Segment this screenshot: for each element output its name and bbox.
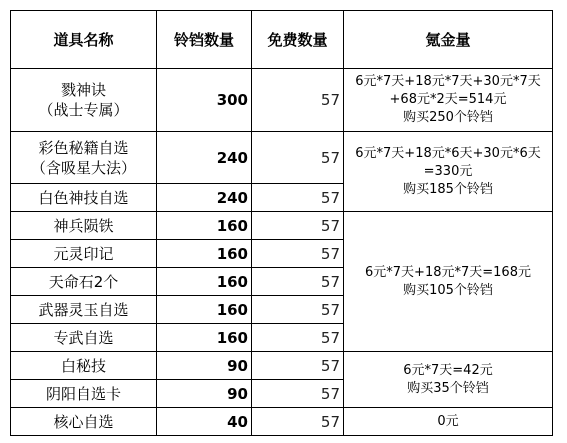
bell-quantity: 160 [157,240,252,268]
spending-cell [344,352,553,408]
table-row [11,69,553,132]
item-name [11,69,157,132]
spending-cell [344,408,553,436]
item-name: 白色神技自选 [11,184,157,212]
table-row [11,352,553,380]
free-quantity: 57 [252,240,344,268]
spending-line: 购买250个铃铛 [403,110,493,125]
bell-quantity: 40 [157,408,252,436]
spending-cell [344,212,553,352]
table-row [11,212,553,240]
item-name: 武器灵玉自选 [11,296,157,324]
item-name: 阴阳自选卡 [11,380,157,408]
item-name-line: 彩色秘籍自选 [38,138,129,157]
spending-cell [344,132,553,212]
bell-quantity: 240 [157,184,252,212]
item-name: 核心自选 [11,408,157,436]
spending-line: 购买105个铃铛 [403,282,493,298]
item-cost-table [10,10,553,436]
spending-line: +68元*2天=514元 [389,92,507,107]
header-free-quantity: 免费数量 [252,11,344,69]
header-item-name: 道具名称 [11,11,157,69]
item-name [11,132,157,184]
free-quantity: 57 [252,352,344,380]
table-row [11,132,553,184]
free-quantity: 57 [252,184,344,212]
spending-line: 购买185个铃铛 [403,181,493,197]
free-quantity: 57 [252,268,344,296]
item-name: 天命石2个 [11,268,157,296]
bell-quantity: 90 [157,352,252,380]
free-quantity: 57 [252,132,344,184]
spending-line: 购买35个铃铛 [407,380,489,396]
bell-quantity: 160 [157,212,252,240]
item-name-line: 戮神诀 [60,81,106,99]
free-quantity: 57 [252,212,344,240]
bell-quantity: 300 [157,69,252,132]
spending-cell [344,69,553,132]
item-name-line: （战士专属） [38,101,129,119]
spending-line: =330元 [423,163,473,179]
bell-quantity: 240 [157,132,252,184]
item-name: 专武自选 [11,324,157,352]
spending-line: 6元*7天+18元*7天=168元 [365,264,531,280]
spending-line: 6元*7天+18元*7天+30元*7天 [355,74,541,89]
spending-line: 6元*7天+18元*6天+30元*6天 [355,145,541,161]
header-bell-quantity: 铃铛数量 [157,11,252,69]
table-row [11,408,553,436]
item-name: 白秘技 [11,352,157,380]
free-quantity: 57 [252,324,344,352]
free-quantity: 57 [252,380,344,408]
bell-quantity: 90 [157,380,252,408]
header-row [11,11,553,69]
bell-quantity: 160 [157,296,252,324]
free-quantity: 57 [252,296,344,324]
item-name-line: （含吸星大法） [30,158,136,177]
spending-line: 6元*7天=42元 [403,362,493,378]
free-quantity: 57 [252,408,344,436]
free-quantity: 57 [252,69,344,132]
item-name: 神兵陨铁 [11,212,157,240]
header-spending: 氪金量 [344,11,553,69]
bell-quantity: 160 [157,324,252,352]
bell-quantity: 160 [157,268,252,296]
spending-line: 0元 [437,413,459,429]
item-name: 元灵印记 [11,240,157,268]
